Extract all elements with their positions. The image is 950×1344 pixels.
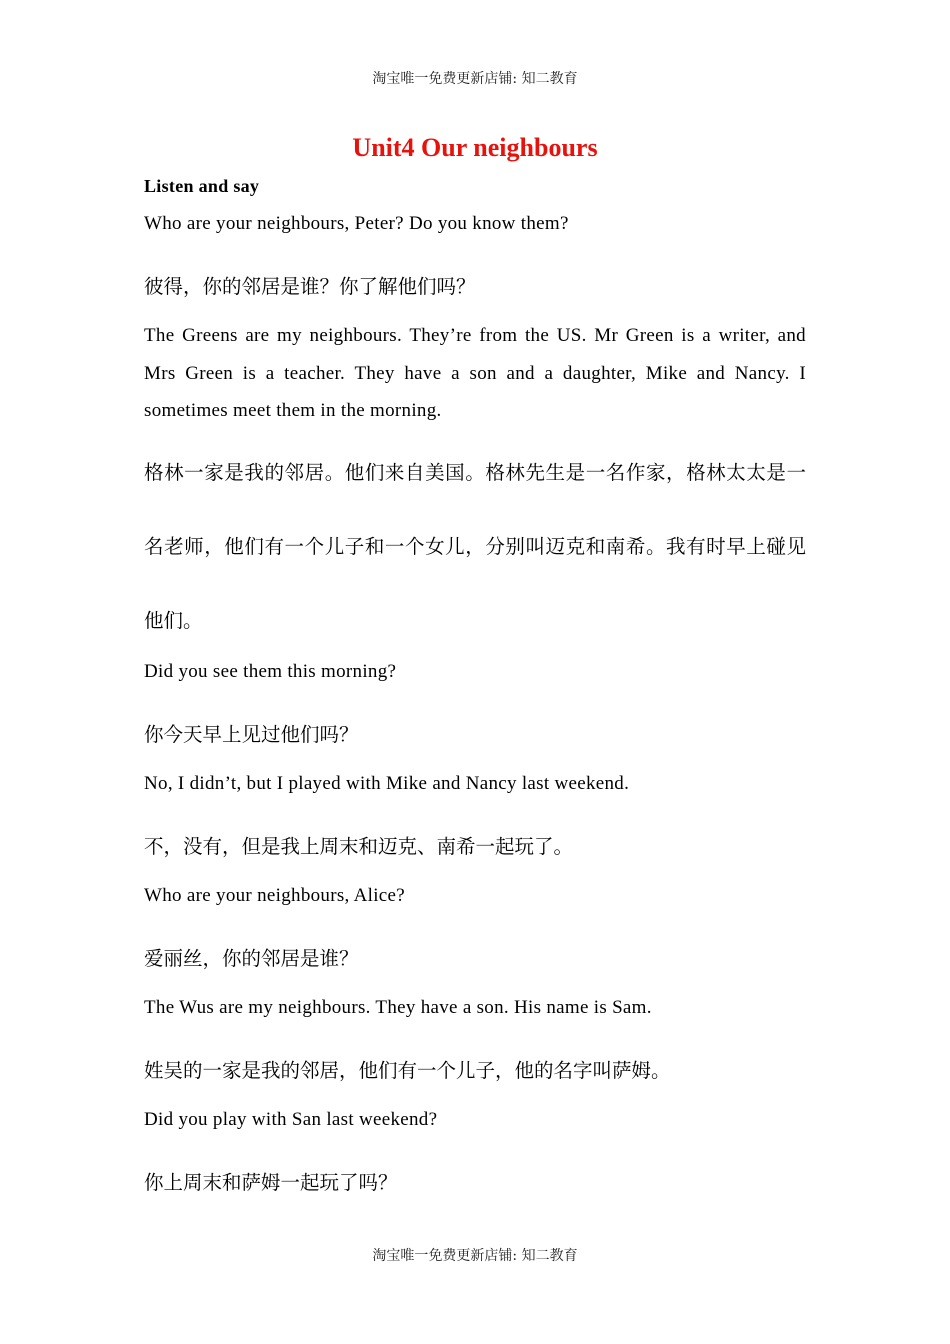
dialogue-line-english: Did you see them this morning? bbox=[144, 661, 397, 682]
page-footer: 淘宝唯一免费更新店铺: 知二教育 bbox=[372, 1248, 578, 1264]
dialogue-line-english: Who are your neighbours, Alice? bbox=[144, 885, 405, 906]
dialogue-line-english: Did you play with San last weekend? bbox=[144, 1109, 438, 1130]
dialogue-line-chinese: 你今天早上见过他们吗？ bbox=[144, 723, 359, 746]
page-title: Unit4 Our neighbours bbox=[352, 133, 598, 162]
dialogue-line-chinese: 不，没有，但是我上周末和迈克、南希一起玩了。 bbox=[144, 835, 574, 858]
dialogue-line-chinese: 姓吴的一家是我的邻居，他们有一个儿子，他的名字叫萨姆。 bbox=[144, 1059, 671, 1082]
section-heading: Listen and say bbox=[144, 176, 260, 196]
dialogue-line-english: The Greens are my neighbours. They’re from the US. Mr Green is a writer, and Mrs Green is a teacher. They have a son and a daughter, Mike and Nancy. I sometimes meet them in the morning. bbox=[144, 325, 806, 421]
dialogue-line-chinese: 彼得，你的邻居是谁？你了解他们吗？ bbox=[144, 275, 476, 298]
dialogue-line-chinese: 爱丽丝，你的邻居是谁？ bbox=[144, 947, 359, 970]
dialogue-line-english: Who are your neighbours, Peter? Do you know them? bbox=[144, 213, 569, 234]
dialogue-line-chinese: 格林一家是我的邻居。他们来自美国。格林先生是一名作家，格林太太是一名老师，他们有一个儿子和一个女儿，分别叫迈克和南希。我有时早上碰见他们。 bbox=[144, 461, 806, 632]
dialogue-line-english: The Wus are my neighbours. They have a son. His name is Sam. bbox=[144, 997, 652, 1018]
dialogue-line-english: No, I didn’t, but I played with Mike and Nancy last weekend. bbox=[144, 773, 630, 794]
page-header: 淘宝唯一免费更新店铺: 知二教育 bbox=[372, 71, 578, 87]
dialogue-line-chinese: 你上周末和萨姆一起玩了吗？ bbox=[144, 1171, 398, 1194]
